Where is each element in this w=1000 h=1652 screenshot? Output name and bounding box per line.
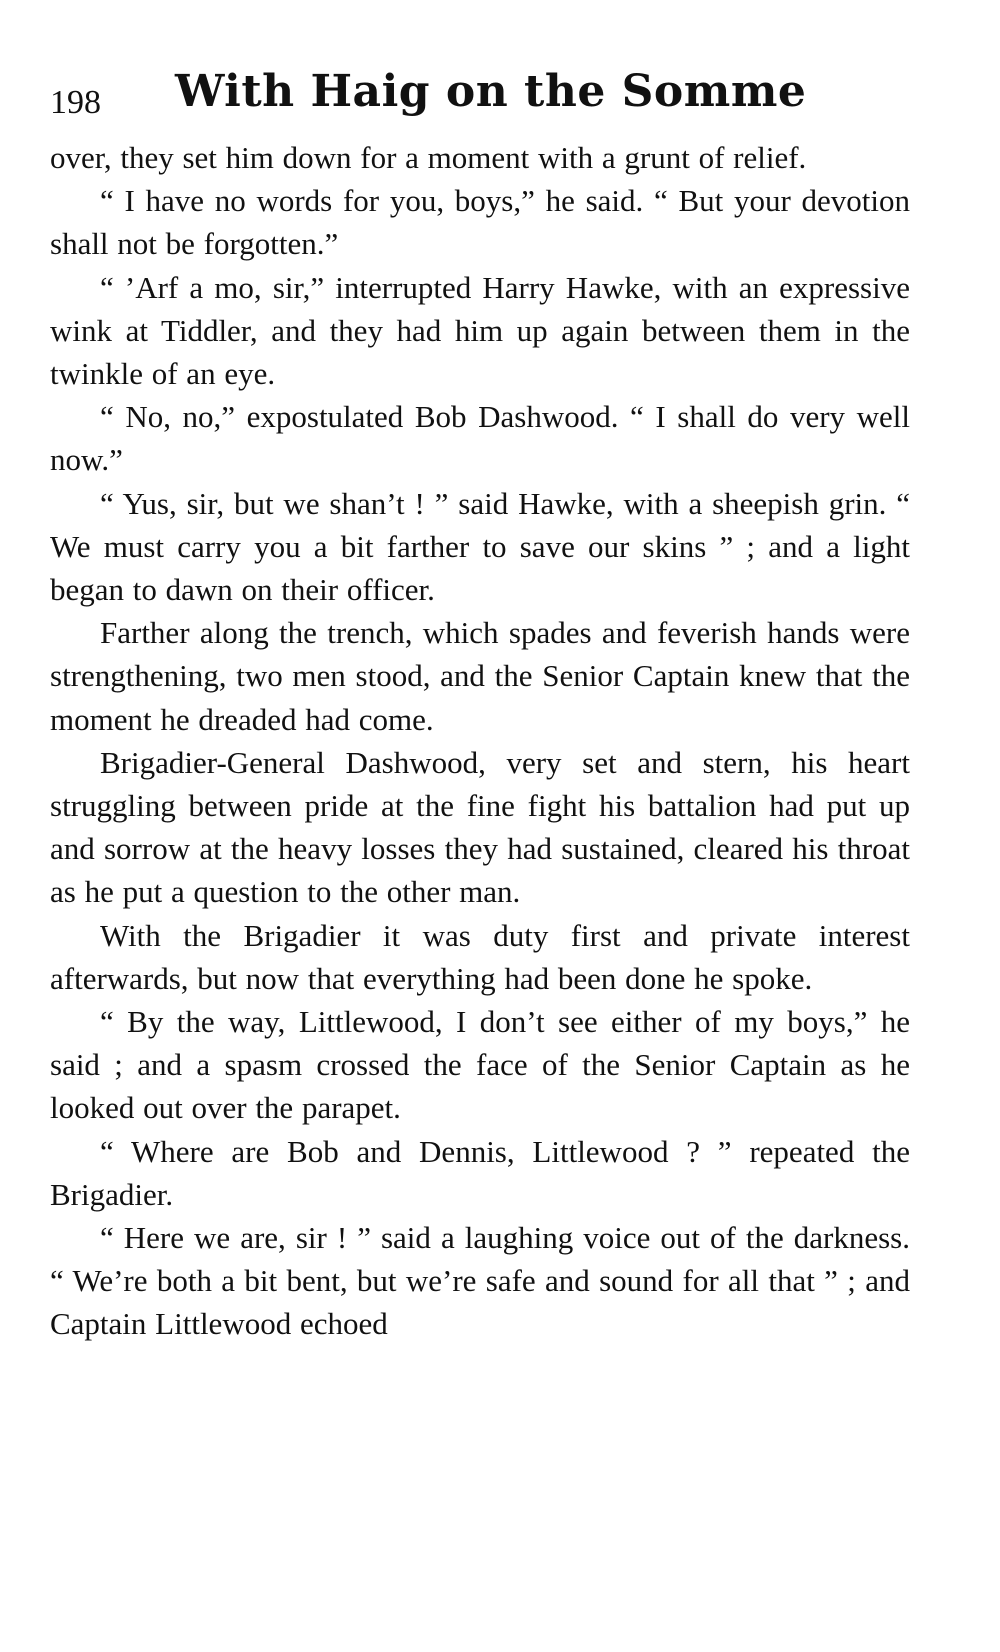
paragraph: “ Where are Bob and Dennis, Littlewood ? ” repeated the Brigadier.	[50, 1133, 910, 1212]
body-text	[50, 136, 910, 1346]
paragraph: over, they set him down for a moment with a grunt of relief.	[50, 140, 807, 175]
paragraph: “ I have no words for you, boys,” he said. “ But your devotion shall not be forgotten.”	[50, 183, 910, 262]
paragraph: “ ’Arf a mo, sir,” interrupted Harry Hawke, with an expressive wink at Tiddler, and they had him up again between them in the twinkle of an eye.	[50, 269, 910, 392]
paragraph: With the Brigadier it was duty first and private interest afterwards, but now that everything had been done he spoke.	[50, 917, 910, 996]
paragraph: “ No, no,” expostulated Bob Dashwood. “ I shall do very well now.”	[50, 399, 910, 478]
paragraph: Farther along the trench, which spades and feverish hands were strengthening, two men stood, and the Senior Captain knew that the moment he dreaded had come.	[50, 615, 910, 737]
page-number: 198	[50, 84, 101, 121]
running-title: With Haig on the Somme	[175, 66, 807, 117]
paragraph: “ Yus, sir, but we shan’t ! ” said Hawke, with a sheepish grin. “ We must carry you a bit farther to save our skins ” ; and a light began to dawn on their officer.	[50, 485, 910, 608]
paragraph: Brigadier-General Dashwood, very set and stern, his heart struggling between pride at the fine fight his battalion had put up and sorrow at the heavy losses they had sustained, cleared his throat as he put a question to the other man.	[50, 744, 910, 910]
paragraph: “ Here we are, sir ! ” said a laughing voice out of the darkness. “ We’re both a bit bent, but we’re safe and sound for all that ” ; and Captain Littlewood echoed	[50, 1220, 910, 1342]
paragraph: “ By the way, Littlewood, I don’t see either of my boys,” he said ; and a spasm crossed the face of the Senior Captain as he looked out over the parapet.	[50, 1004, 910, 1126]
page-header	[50, 66, 910, 126]
